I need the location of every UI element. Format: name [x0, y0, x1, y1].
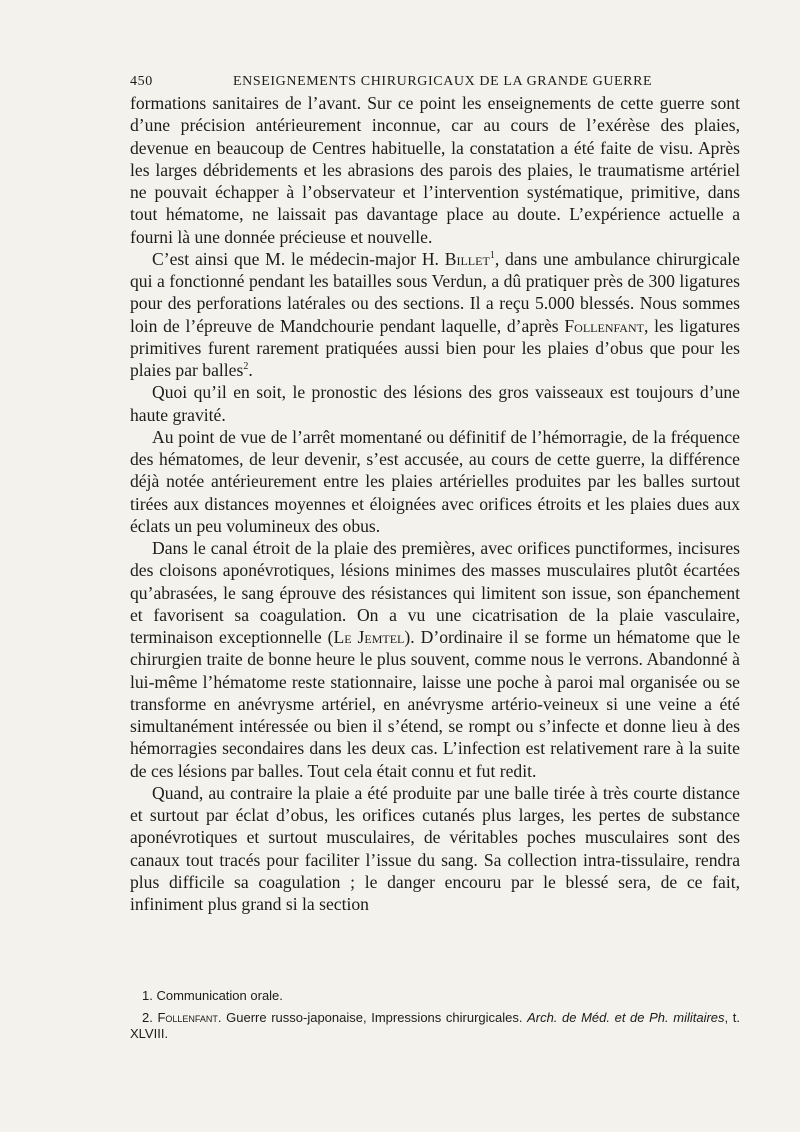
- footnote-2-journal: Arch. de Méd. et de Ph. militaires: [527, 1010, 725, 1025]
- footnote-1: 1. Communication orale.: [142, 988, 283, 1003]
- paragraph-5: [130, 537, 740, 782]
- author-billet: Billet: [444, 248, 490, 269]
- paragraph-2-text-d: .: [248, 360, 253, 380]
- footnote-2-number: 2.: [142, 1010, 158, 1025]
- author-follenfant: Follenfant: [564, 315, 644, 336]
- paragraph-3: Quoi qu’il en soit, le pronostic des lésions des gros vaisseaux est toujours d’une haute gravité.: [130, 382, 740, 425]
- footnote-2-volume: , t. XLVIII.: [130, 1010, 740, 1041]
- paragraph-2-text-c: , les ligatures primitives furent rarement pratiquées aussi bien pour les plaies d’obus que pour les plaies par balles: [130, 315, 740, 380]
- footnote-ref-1: 1: [489, 249, 495, 261]
- footnote-2: [130, 1010, 740, 1042]
- paragraph-4: Au point de vue de l’arrêt momentané ou définitif de l’hémorragie, de la fréquence des hématomes, de leur devenir, s’est accusée, au cours de cette guerre, la différence déjà notée antérieurement entre les plaies artérielles produites par les balles surtout tirées aux distances moyennes et éloignées avec orifices étroits et les plaies dues aux éclats un peu volumineux des obus.: [130, 426, 740, 536]
- footnote-2-text: . Guerre russo-japonaise, Impressions chirurgicales.: [217, 1010, 528, 1025]
- paragraph-1: formations sanitaires de l’avant. Sur ce point les enseignements de cette guerre sont d’une précision antérieurement inconnue, car au cours de l’exérèse des plaies, devenue en beaucoup de Centres habituelle, la constatation a été faite de visu. Après les larges débridements et les abrasions des parois des plaies, le traumatisme artériel ne pouvait échapper à l’observateur et l’intervention systématique, primitive, dans tout hématome, ne laissait pas davantage place au doute. L’expérience actuelle a fourni là une donnée précieuse et nouvelle.: [130, 93, 740, 247]
- author-le-jemtel: Le Jemtel: [333, 627, 405, 647]
- page-number: 450: [130, 74, 153, 89]
- paragraph-2-text-b: , dans une ambulance chirurgicale qui a fonctionné pendant les batailles sous Verdun, a dû pratiquer près de 300 ligatures pour des perforations latérales ou des sections. Il a reçu 5.000 blessés. Nous sommes loin de l’épreuve de Mandchourie pendant laquelle, d’après: [130, 248, 740, 336]
- footnote-ref-2: 2: [243, 361, 249, 373]
- running-title: ENSEIGNEMENTS CHIRURGICAUX DE LA GRANDE GUERRE: [233, 74, 653, 89]
- footnote-2-author: Follenfant: [157, 1010, 218, 1025]
- paragraph-5-text-a: Dans le canal étroit de la plaie des premières, avec orifices punctiformes, incisures des cloisons aponévrotiques, lésions minimes des masses musculaires plutôt écartées qu’abrasées, le sang éprouve des résistances qui limitent son issue, son épanchement et favorisent sa coagulation. On a vu une cicatrisation de la plaie vasculaire, terminaison exceptionnelle (: [130, 538, 740, 647]
- paragraph-6: Quand, au contraire la plaie a été produite par une balle tirée à très courte distance et surtout par éclat d’obus, les orifices cutanés plus larges, les pertes de substance aponévrotiques et surtout musculaires, de véritables poches musculaires sont des canaux tout tracés pour faciliter l’issue du sang. Sa collection intra-tissulaire, rendra plus difficile sa coagulation ; le danger encouru par le blessé sera, de ce fait, infiniment plus grand si la section: [130, 782, 740, 914]
- paragraph-2: [130, 248, 740, 382]
- footnotes: [130, 988, 740, 1042]
- paragraph-2-text-a: C’est ainsi que M. le médecin-major H.: [152, 248, 445, 269]
- main-text: [130, 92, 740, 915]
- paragraph-5-text-b: ). D’ordinaire il se forme un hématome que le chirurgien traite de bonne heure le plus souvent, comme nous le verrons. Abandonné à lui-même l’hématome reste stationnaire, laisse une poche à paroi mal organisée ou se transforme en anévrysme artériel, en anévrysme artério-veineux si une veine a été simultanément intéressée ou bien il s’étend, se rompt ou s’infecte et donne lieu à des hémorragies secondaires dans les deux cas. L’infection est relativement rare à la suite de ces lésions par balles. Tout cela était connu et fut redit.: [130, 627, 740, 781]
